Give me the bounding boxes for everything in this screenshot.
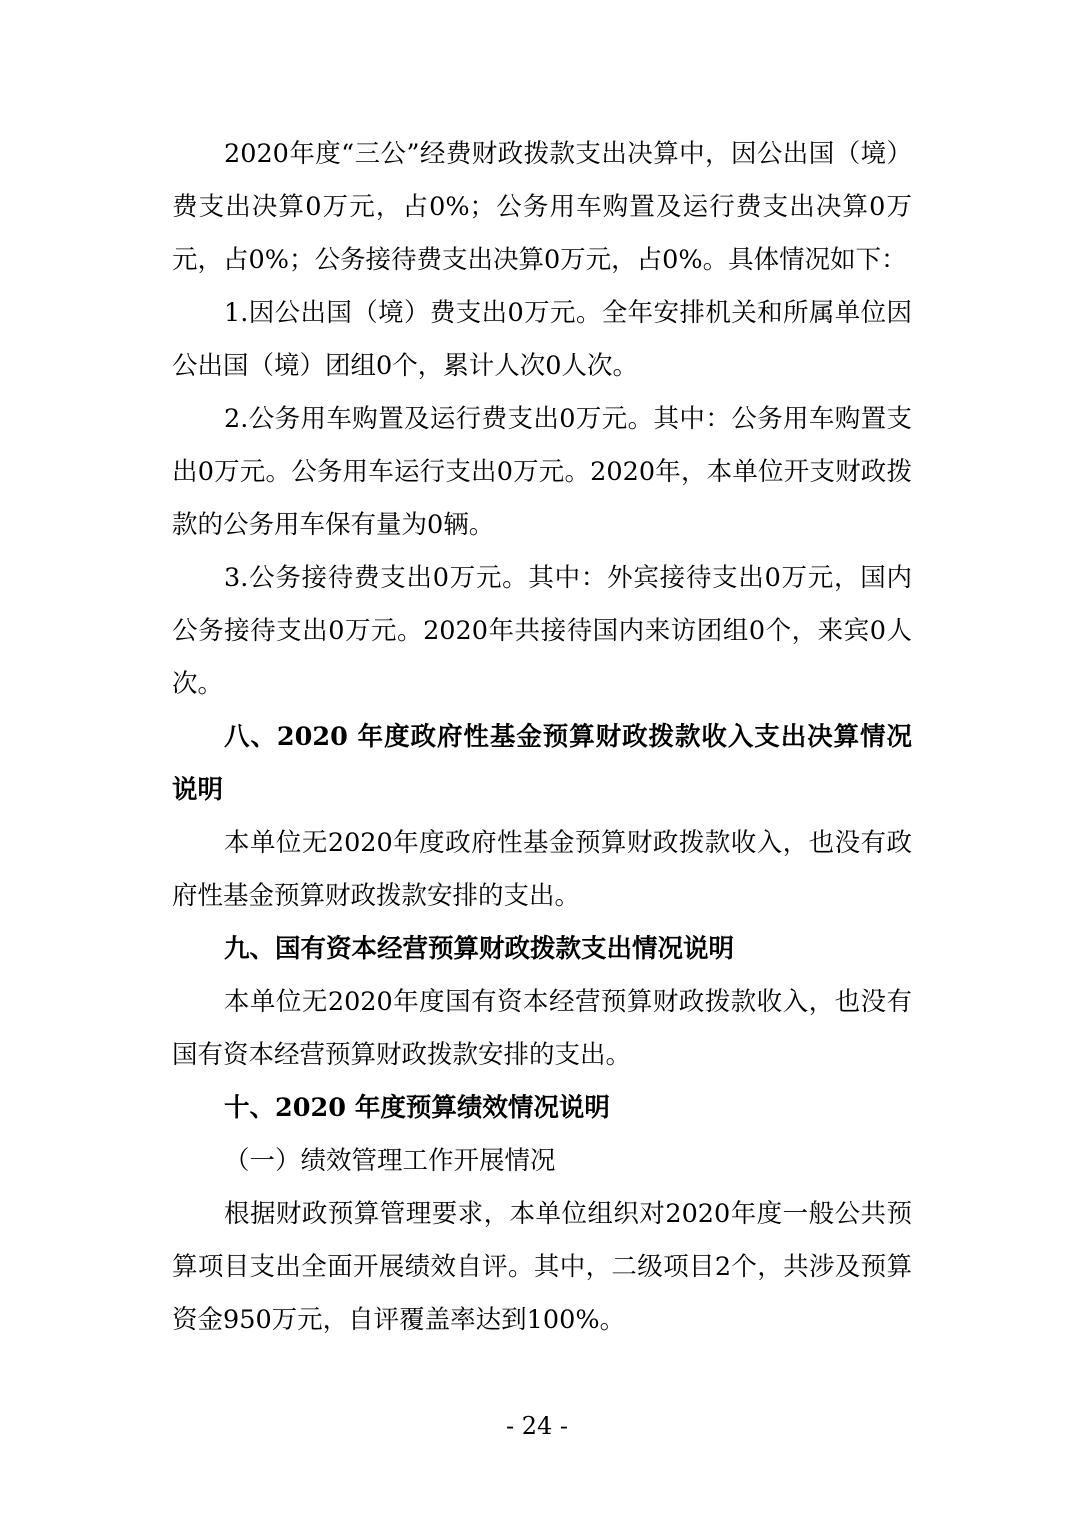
document-body xyxy=(172,128,912,1347)
paragraph-section-10-subheading: （一）绩效管理工作开展情况 xyxy=(224,1146,556,1176)
paragraph-item-1-abroad: 1.因公出国（境）费支出0万元。全年安排机关和所属单位因公出国（境）团组0个，累计人次0人次。 xyxy=(172,298,912,381)
paragraph-item-3-reception: 3.公务接待费支出0万元。其中：外宾接待支出0万元，国内公务接待支出0万元。2020年共接待国内来访团组0个，来宾0人次。 xyxy=(172,563,912,699)
heading-section-8: 八、2020 年度政府性基金预算财政拨款收入支出决算情况说明 xyxy=(172,722,912,805)
heading-section-10: 十、2020 年度预算绩效情况说明 xyxy=(224,1093,610,1123)
paragraph-section-10-body: 根据财政预算管理要求，本单位组织对2020年度一般公共预算项目支出全面开展绩效自评。其中，二级项目2个，共涉及预算资金950万元，自评覆盖率达到100%。 xyxy=(172,1199,912,1335)
paragraph-item-2-vehicles: 2.公务用车购置及运行费支出0万元。其中：公务用车购置支出0万元。公务用车运行支出0万元。2020年，本单位开支财政拨款的公务用车保有量为0辆。 xyxy=(172,404,912,540)
paragraph-three-public-intro: 2020年度“三公”经费财政拨款支出决算中，因公出国（境）费支出决算0万元，占0%；公务用车购置及运行费支出决算0万元，占0%；公务接待费支出决算0万元，占0%。具体情况如下： xyxy=(172,139,912,275)
page-number: - 24 - xyxy=(505,1412,568,1440)
paragraph-section-8-body: 本单位无2020年度政府性基金预算财政拨款收入，也没有政府性基金预算财政拨款安排的支出。 xyxy=(172,828,912,911)
paragraph-section-9-body: 本单位无2020年度国有资本经营预算财政拨款收入，也没有国有资本经营预算财政拨款安排的支出。 xyxy=(172,987,912,1070)
heading-section-9: 九、国有资本经营预算财政拨款支出情况说明 xyxy=(224,934,735,964)
